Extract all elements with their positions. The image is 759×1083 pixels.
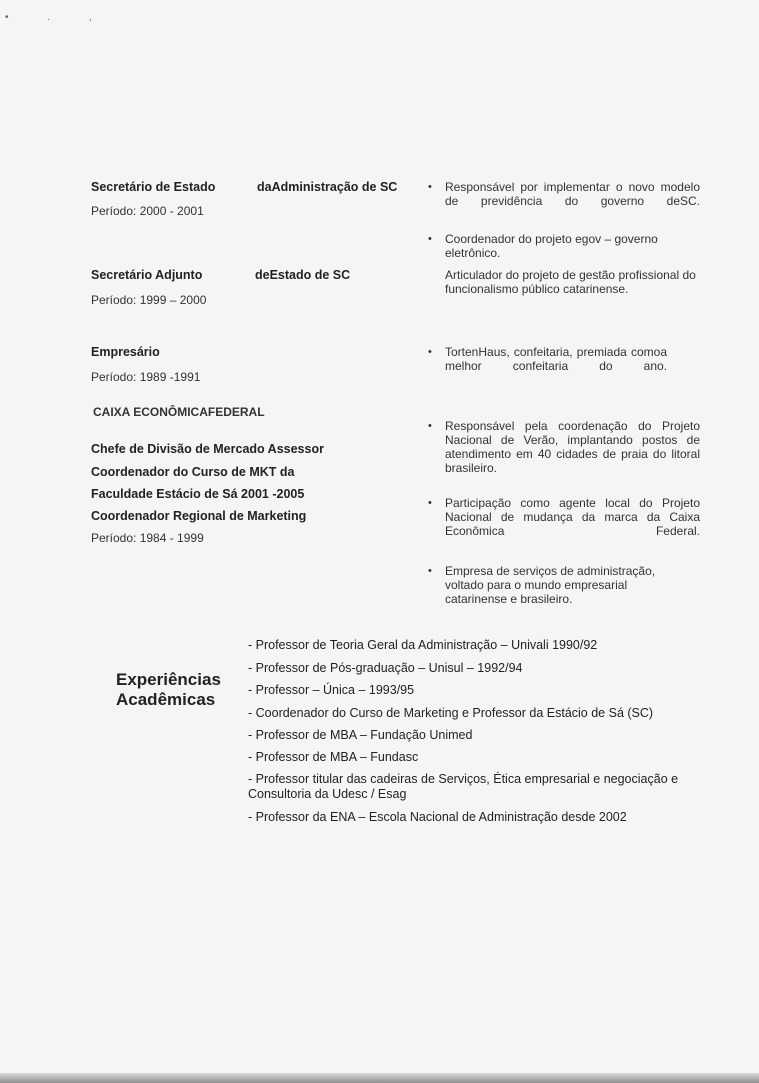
caixa-line-1: Chefe de Divisão de Mercado Assessor	[91, 442, 324, 456]
academic-item-4: - Coordenador do Curso de Marketing e Professor da Estácio de Sá (SC)	[248, 706, 654, 720]
bullet-1: • Responsável por implementar o novo modelo de previdência do governo deSC.	[445, 180, 700, 208]
bullet-3: • TortenHaus, confeitaria, premiada comoa melhor confeitaria do ano.	[445, 345, 667, 373]
academic-item-8: - Professor da ENA – Escola Nacional de Administração desde 2002	[248, 810, 627, 824]
exp-2-role-a: Secretário Adjunto	[91, 268, 203, 282]
bullet-5: • Participação como agente local do Projeto Nacional de mudança da marca da Caixa Econômica Federal.	[445, 496, 700, 538]
caixa-line-4: Coordenador Regional de Marketing	[91, 509, 307, 523]
exp-1-period: Período: 2000 - 2001	[91, 204, 204, 218]
academic-item-6: - Professor de MBA – Fundasc	[248, 750, 419, 764]
exp-3-period: Período: 1989 -1991	[91, 370, 201, 384]
bullet-6: • Empresa de serviços de administração, voltado para o mundo empresarial catarinense e brasileiro.	[445, 564, 675, 606]
caixa-line-2: Coordenador do Curso de MKT da	[91, 465, 295, 479]
academic-title-line-1: Experiências	[116, 670, 221, 689]
academic-item-5: - Professor de MBA – Fundação Unimed	[248, 728, 473, 742]
academic-item-1: - Professor de Teoria Geral da Administração – Univali 1990/92	[248, 638, 598, 652]
scan-bottom-edge	[0, 1073, 759, 1083]
exp-1-role-a: Secretário de Estado	[91, 180, 216, 194]
bullet-4: • Responsável pela coordenação do Projeto Nacional de Verão, implantando postos de atendimento em 40 cidades de praia do litoral brasileiro.	[445, 419, 700, 475]
academic-item-2: - Professor de Pós-graduação – Unisul – 1992/94	[248, 661, 523, 675]
academic-item-3: - Professor – Única – 1993/95	[248, 683, 415, 697]
caixa-header: CAIXA ECONÔMICAFEDERAL	[93, 405, 265, 419]
exp-1-role-b: daAdministração de SC	[257, 180, 398, 194]
exp-3-role: Empresário	[91, 345, 160, 359]
caixa-period: Período: 1984 - 1999	[91, 531, 204, 545]
academic-item-7: - Professor titular das cadeiras de Serviços, Ética empresarial e negociação e Consultoria da Udesc / Esag	[248, 772, 679, 801]
academic-title-line-2: Acadêmicas	[116, 690, 216, 709]
exp-2-period: Período: 1999 – 2000	[91, 293, 207, 307]
bullet-2: • Coordenador do projeto egov – governo eletrônico.	[445, 232, 700, 260]
caixa-line-3: Faculdade Estácio de Sá 2001 -2005	[91, 487, 305, 501]
scan-artifact: • . ,	[5, 12, 110, 23]
exp-2-role-b: deEstado de SC	[255, 268, 351, 282]
extra-note: Articulador do projeto de gestão profissional do funcionalismo público catarinense.	[445, 268, 696, 296]
